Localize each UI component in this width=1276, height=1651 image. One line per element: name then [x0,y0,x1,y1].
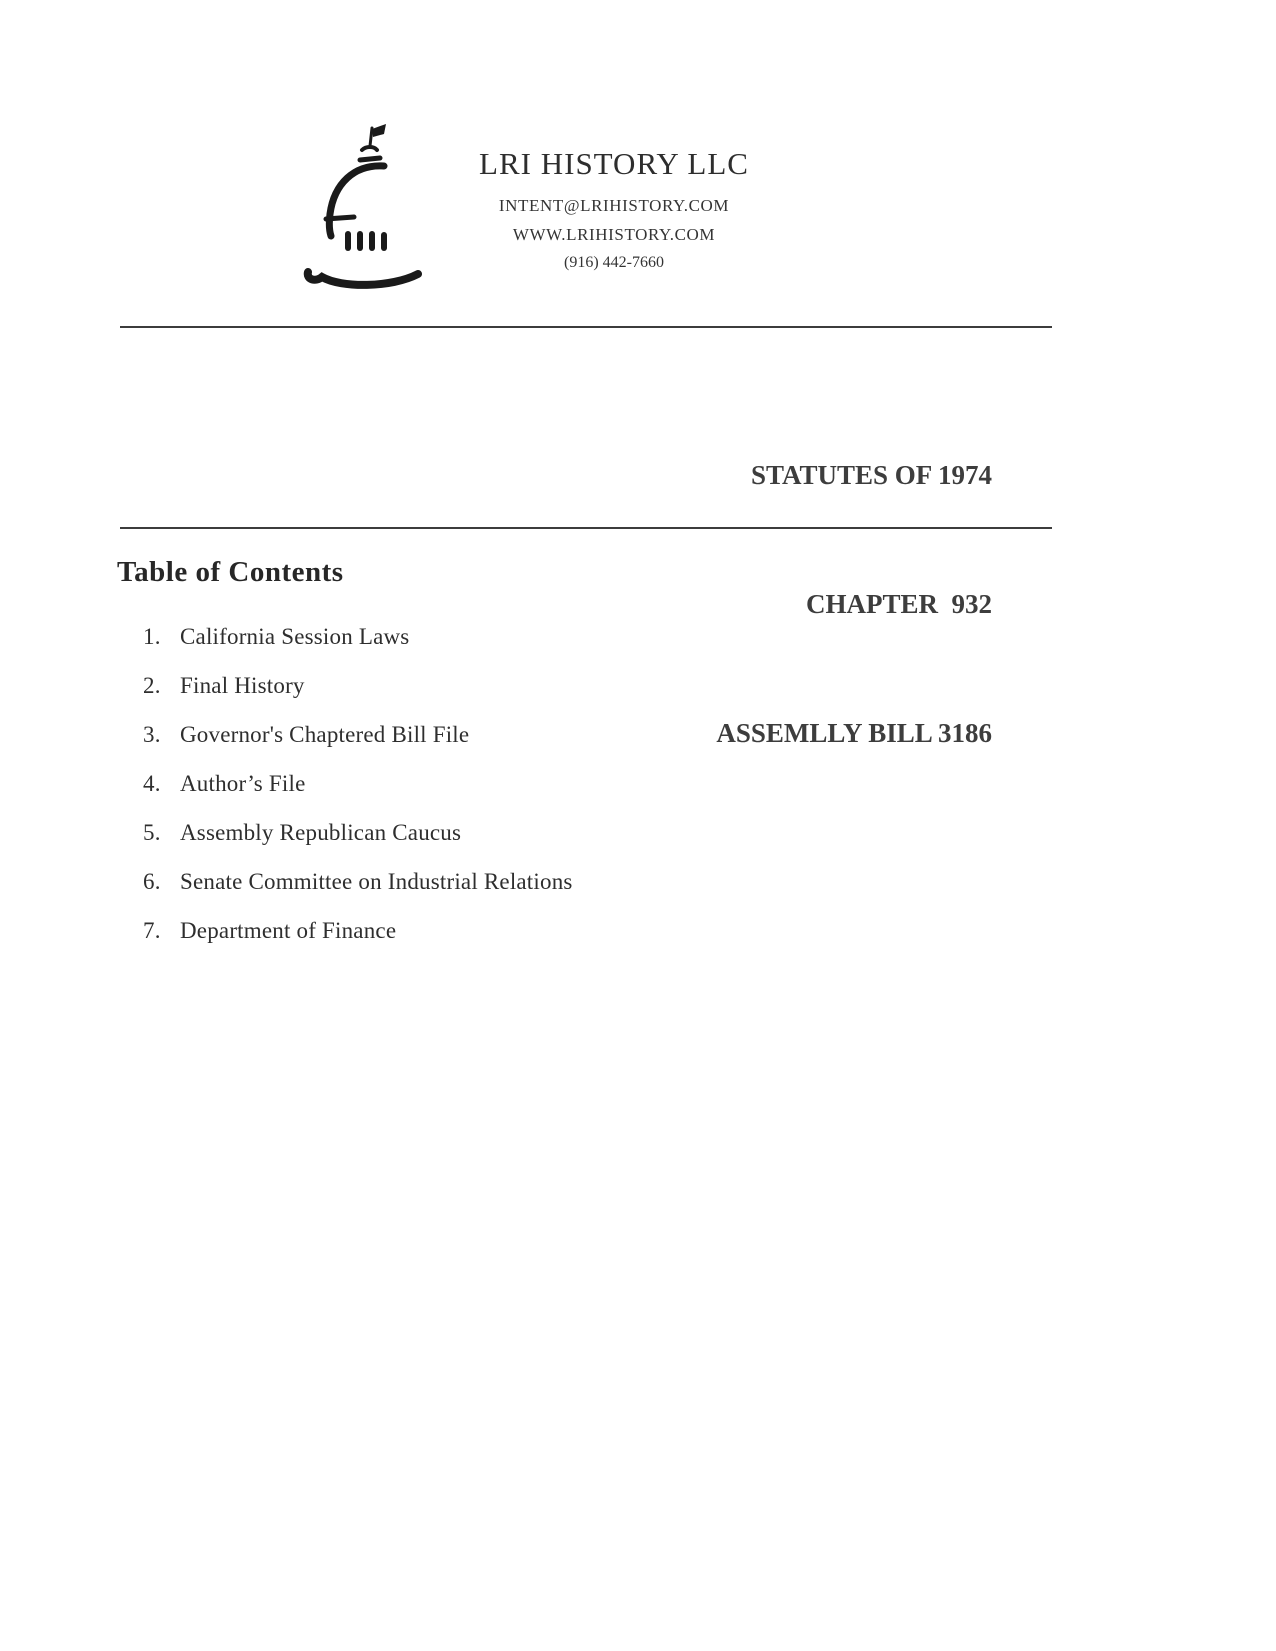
toc-item [143,722,573,748]
toc-item-number: 1. [143,624,161,649]
toc-item [143,673,573,699]
toc-item-label: Author’s File [180,771,306,796]
toc-item-label: Department of Finance [180,918,397,943]
toc-item [143,771,573,797]
toc-item-number: 7. [143,918,161,943]
letterhead [296,122,749,292]
company-name: LRI HISTORY LLC [479,146,749,181]
capitol-dome-logo-icon [296,122,441,292]
company-email: INTENT@LRIHISTORY.COM [498,196,730,215]
toc-item [143,918,573,944]
statutes-line-1: STATUTES OF 1974 [750,460,992,490]
toc-title: Table of Contents [117,556,344,588]
toc-item-number: 4. [143,771,161,796]
statutes-heading-block [716,368,992,841]
toc-item [143,624,573,650]
toc-item-number: 2. [143,673,161,698]
company-website: WWW.LRIHISTORY.COM [512,225,716,244]
toc-item-number: 6. [143,869,161,894]
statutes-line-2: CHAPTER 932 [805,589,992,619]
toc-item-number: 3. [143,722,161,747]
toc-item-number: 5. [143,820,161,845]
company-phone: (916) 442-7660 [564,254,664,271]
toc-item-label: Final History [180,673,305,698]
horizontal-rule-bottom [120,527,1052,529]
toc-list [143,624,573,967]
horizontal-rule-top [120,326,1052,328]
statutes-line-3: ASSEMLLY BILL 3186 [716,718,992,748]
toc-item [143,869,573,895]
toc-item-label: Assembly Republican Caucus [180,820,462,845]
toc-item [143,820,573,846]
toc-item-label: Senate Committee on Industrial Relations [180,869,573,894]
toc-item-label: Governor's Chaptered Bill File [180,722,470,747]
toc-item-label: California Session Laws [180,624,410,649]
company-contact-block [479,122,749,272]
